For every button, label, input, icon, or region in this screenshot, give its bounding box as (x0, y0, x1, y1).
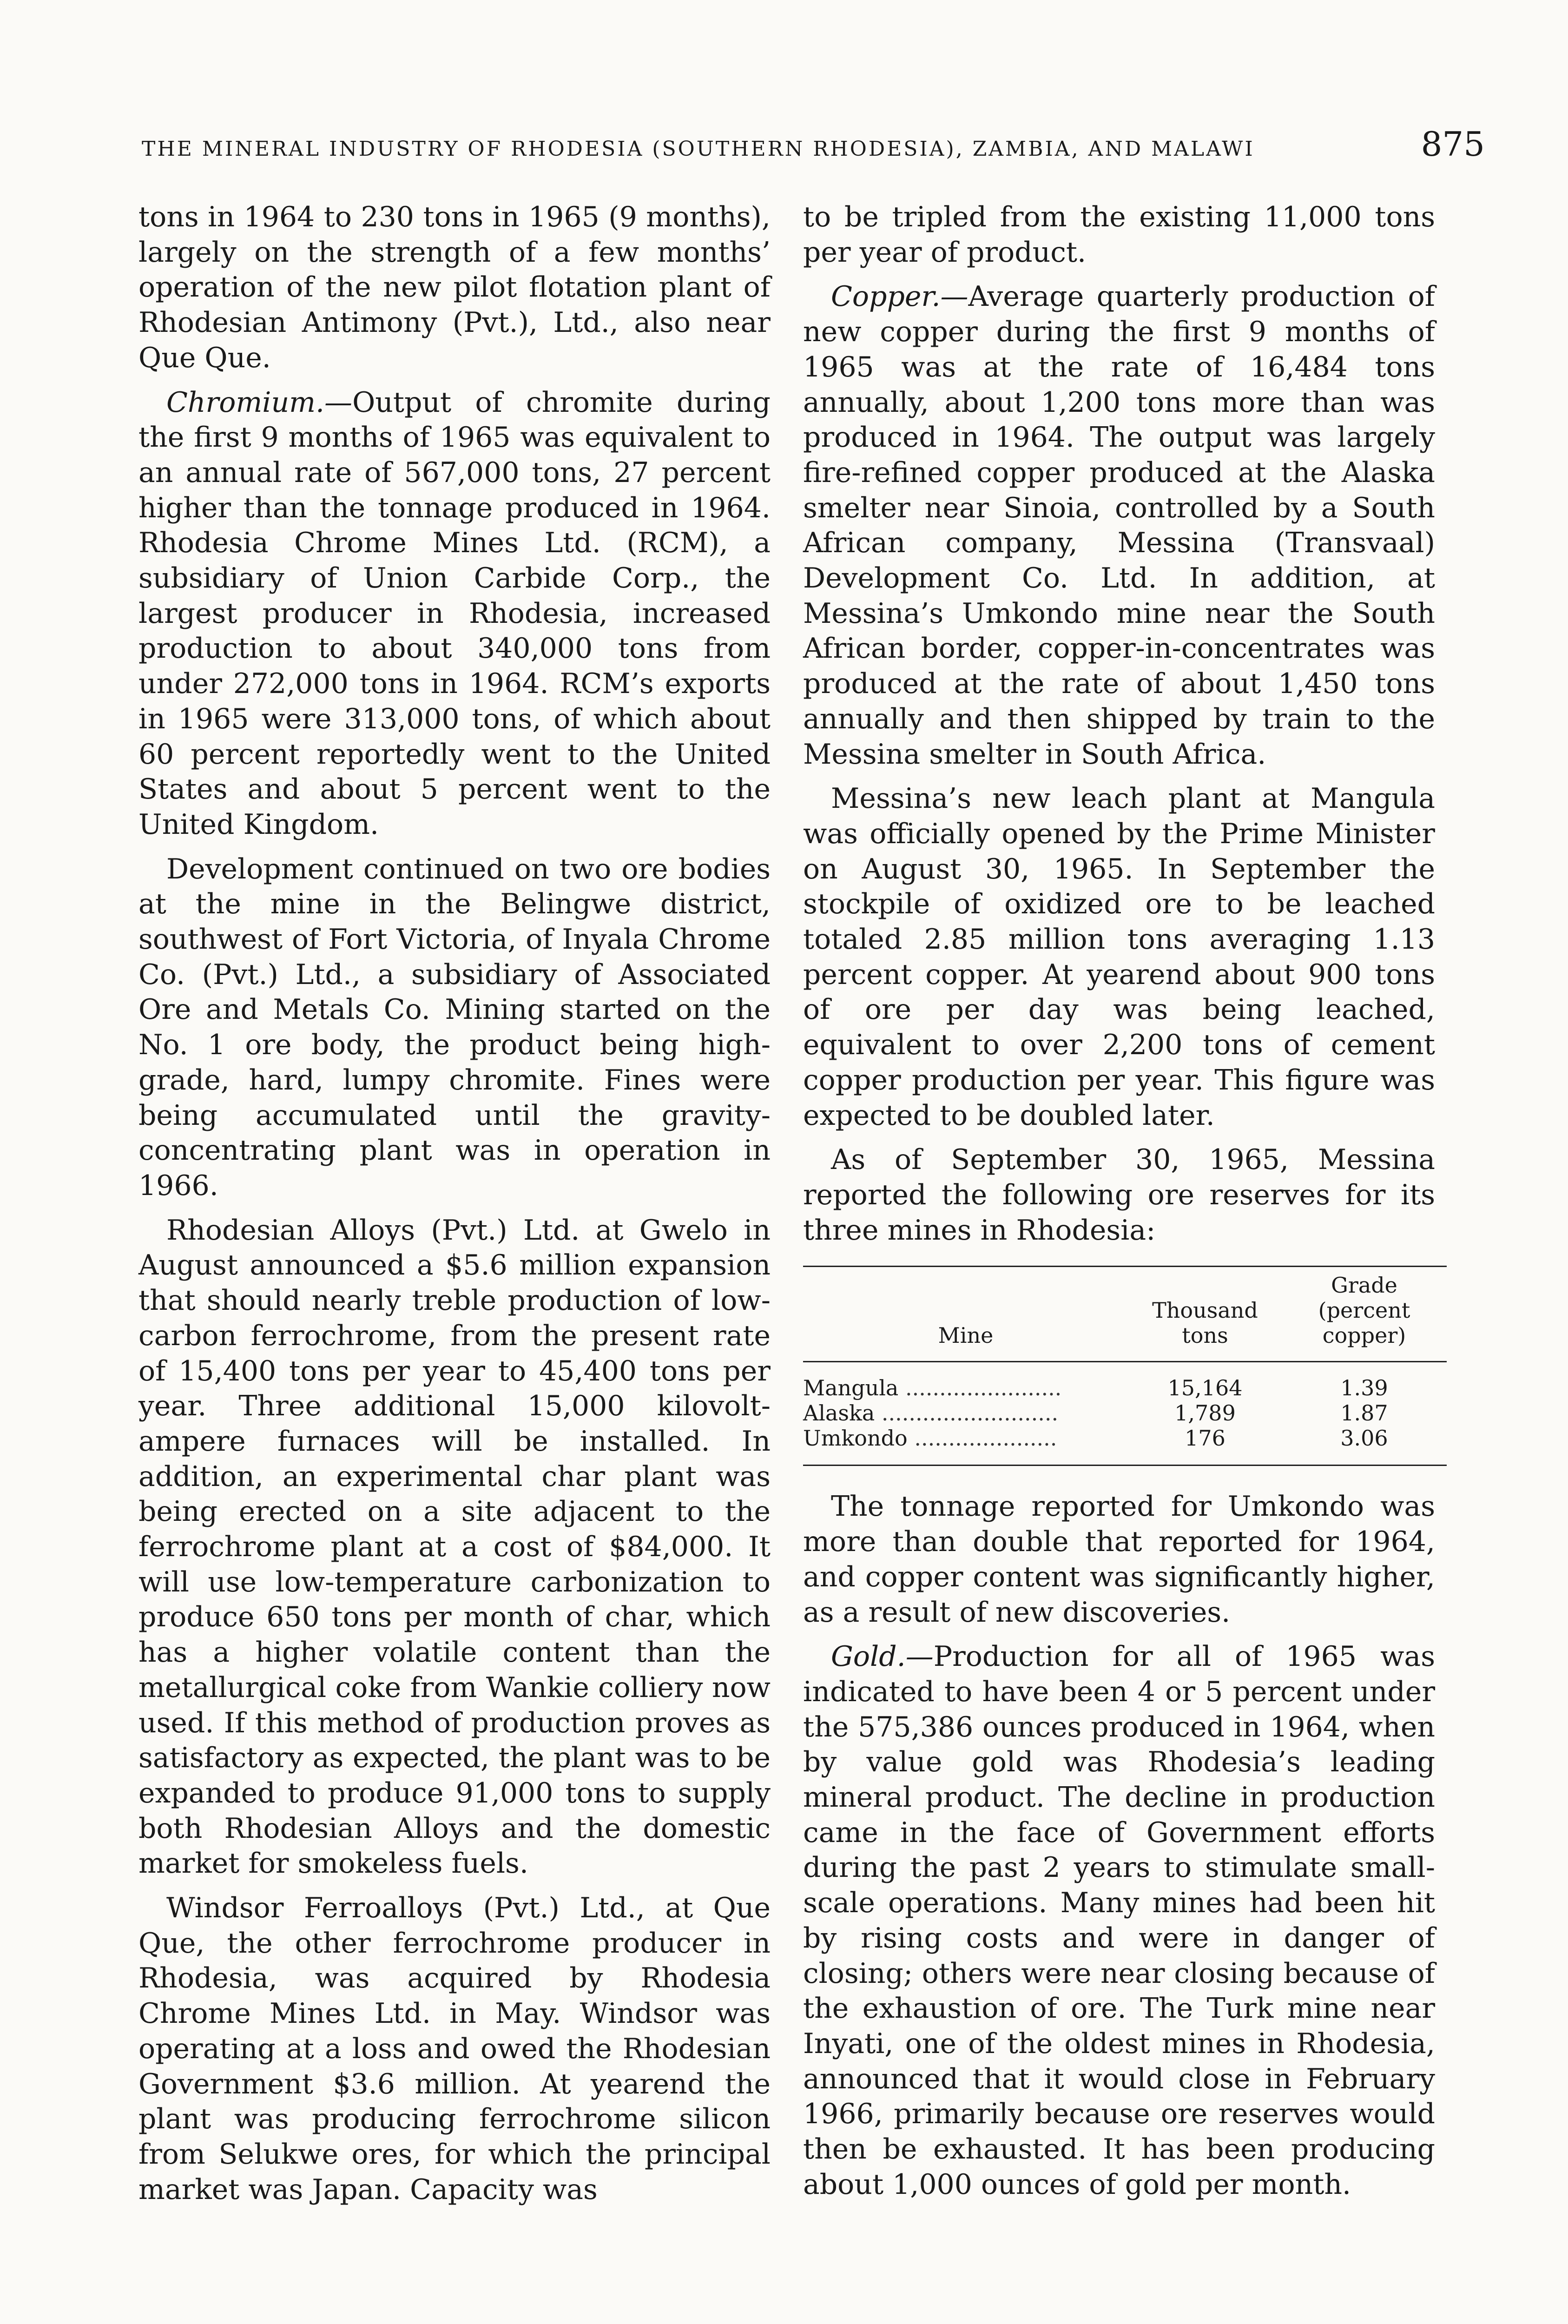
tons-value: 1,789 (1174, 1400, 1236, 1426)
paragraph-ore-reserves-intro: As of September 30, 1965, Messina reported the following ore reserves for its three mines in Rhodesia: (803, 1143, 1435, 1247)
table-row: Umkondo ..................... 176 3.06 (803, 1426, 1447, 1466)
header-grade: Grade (percent copper) (1318, 1273, 1410, 1348)
paragraph-rhodesian-alloys: Rhodesian Alloys (Pvt.) Ltd. at Gwelo in August announced a $5.6 million expansion that should nearly treble production of low-carbon ferrochrome, from the present rate of 15,400 tons per year to 45,400 tons per year. Three additional 15,000 kilovolt-ampere furnaces will be installed. In addition, an experimental char plant was being erected on a site adjacent to the ferrochrome plant at a cost of $84,000. It will use low-temperature carbonization to produce 650 tons per month of char, which has a higher volatile content than the metallurgical coke from Wankie colliery now used. If this method of production proves as satisfactory as expected, the plant was to be expanded to produce 91,000 tons to supply both Rhodesian Alloys and the domestic market for smokeless fuels. (138, 1214, 771, 1880)
ore-reserves-table (803, 1266, 1447, 1466)
grade-value: 1.39 (1340, 1375, 1388, 1401)
header-mine: Mine (938, 1323, 994, 1348)
header-thousand-tons: Thousand tons (1152, 1298, 1258, 1348)
table-row: Mangula ....................... 15,164 1.39 (803, 1362, 1447, 1401)
right-column (803, 200, 1435, 2212)
paragraph-chromium (138, 385, 771, 843)
mine-name: Mangula (803, 1375, 899, 1401)
page-number: 875 (1421, 125, 1485, 164)
gold-heading: Gold.— (831, 1640, 934, 1673)
paragraph-inyala-chrome: Development continued on two ore bodies at the mine in the Belingwe district, southwest of Fort Victoria, of Inyala Chrome Co. (Pvt.) Ltd., a subsidiary of Associated Ore and Metals Co. Mining started on the No. 1 ore body, the product being high-grade, hard, lumpy chromite. Fines were being accumulated until the gravity-concentrating plant was in operation in 1966. (138, 852, 771, 1202)
paragraph-windsor-continued: to be tripled from the existing 11,000 tons per year of product. (803, 201, 1435, 269)
tons-value: 176 (1185, 1426, 1225, 1451)
paragraph-gold (803, 1639, 1435, 2202)
left-column (138, 200, 771, 2217)
grade-value: 3.06 (1340, 1426, 1388, 1451)
chromium-text: Output of chromite during the first 9 months of 1965 was equivalent to an annual rate of 567,000 tons, 27 percent higher than the tonnage produced in 1964. Rhodesia Chrome Mines Ltd. (RCM), a subsidiary of Union Carbide Corp., the largest producer in Rhodesia, increased production to about 340,000 tons from under 272,000 tons in 1964. RCM’s exports in 1965 were 313,000 tons, of which about 60 percent reportedly went to the United States and about 5 percent went to the United Kingdom. (138, 386, 771, 841)
paragraph-messina-leach-plant: Messina’s new leach plant at Mangula was officially opened by the Prime Minister on August 30, 1965. In September the stockpile of oxidized ore to be leached totaled 2.85 million tons averaging 1.13 percent copper. At yearend about 900 tons of ore per day was being leached, equivalent to over 2,200 tons of cement copper production per year. This figure was expected to be doubled later. (803, 782, 1435, 1132)
paragraph-umkondo-tonnage: The tonnage reported for Umkondo was more than double that reported for 1964, and copper content was significantly higher, as a result of new discoveries. (803, 1490, 1435, 1629)
running-header (142, 125, 1485, 164)
paragraph-copper (803, 279, 1435, 772)
tons-value: 15,164 (1167, 1375, 1243, 1401)
copper-text: Average quarterly production of new copper during the first 9 months of 1965 was at the rate of 16,484 tons annually, about 1,200 tons more than was produced in 1964. The output was largely fire-refined copper produced at the Alaska smelter near Sinoia, controlled by a South African company, Messina (Transvaal) Development Co. Ltd. In addition, at Messina’s Umkondo mine near the South African border, copper-in-concentrates was produced at the rate of about 1,450 tons annually and then shipped by train to the Messina smelter in South Africa. (803, 280, 1435, 771)
table-row: Alaska .......................... 1,789 1.87 (803, 1400, 1447, 1426)
gold-text: Production for all of 1965 was indicated to have been 4 or 5 percent under the 575,386 ounces produced in 1964, when by value gold was Rhodesia’s leading mineral product. The decline in production came in the face of Government efforts during the past 2 years to stimulate small-scale operations. Many mines had been hit by rising costs and were in danger of closing; others were near closing because of the exhaustion of ore. The Turk mine near Inyati, one of the oldest mines in Rhodesia, announced that it would close in February 1966, primarily because ore reserves would then be exhausted. It has been producing about 1,000 ounces of gold per month. (803, 1640, 1435, 2201)
running-header-title: THE MINERAL INDUSTRY OF RHODESIA (SOUTHERN RHODESIA), ZAMBIA, AND MALAWI (142, 137, 1255, 161)
paragraph-antimony-continued: tons in 1964 to 230 tons in 1965 (9 months), largely on the strength of a few months’ operation of the new pilot flotation plant of Rhodesian Antimony (Pvt.), Ltd., also near Que Que. (138, 201, 771, 374)
table-header-row (803, 1267, 1447, 1362)
paragraph-windsor-ferroalloys: Windsor Ferroalloys (Pvt.) Ltd., at Que Que, the other ferrochrome producer in Rhodesia, was acquired by Rhodesia Chrome Mines Ltd. in May. Windsor was operating at a loss and owed the Rhodesian Government $3.6 million. At yearend the plant was producing ferrochrome silicon from Selukwe ores, for which the principal market was Japan. Capacity was (138, 1892, 771, 2206)
mine-name: Alaska (803, 1400, 875, 1426)
chromium-heading: Chromium.— (166, 386, 353, 419)
copper-heading: Copper.— (831, 280, 968, 313)
mine-name: Umkondo (803, 1426, 908, 1451)
grade-value: 1.87 (1340, 1400, 1388, 1426)
